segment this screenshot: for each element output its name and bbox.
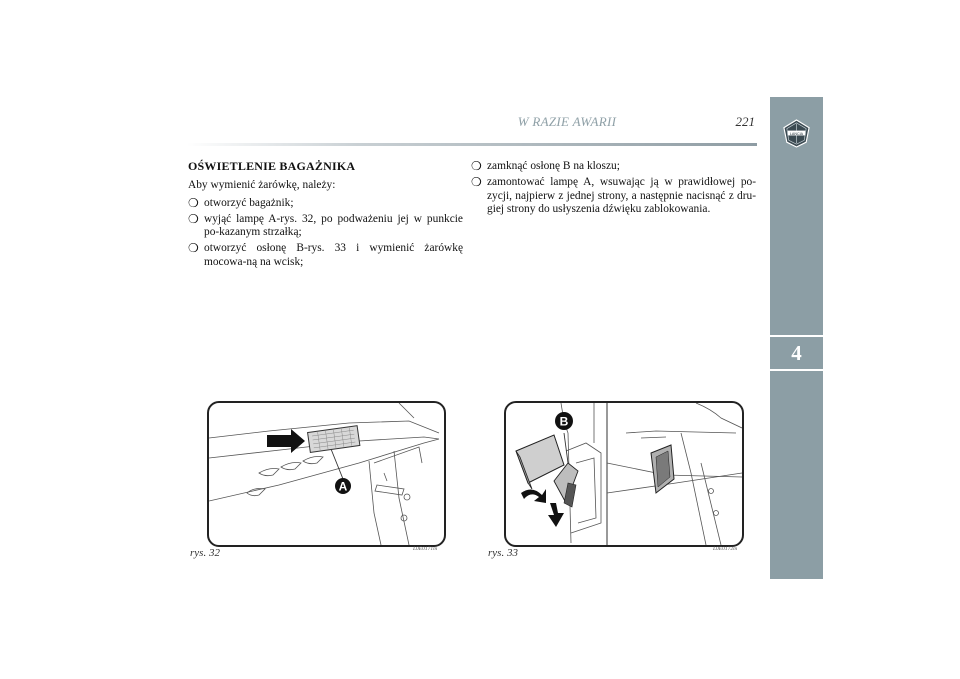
down-arrow-icon xyxy=(548,503,564,527)
logo-text: LANCIA xyxy=(789,131,804,136)
lancia-logo-icon xyxy=(782,119,811,148)
lamp-a xyxy=(308,426,360,453)
figure-32-illustration xyxy=(207,401,446,547)
bullet-icon: ❍ xyxy=(188,211,199,226)
header-rule xyxy=(187,143,757,146)
figure-33-code: L0E0172m xyxy=(713,546,738,552)
tab-divider-bottom xyxy=(770,369,823,371)
list-item-text: otworzyć bagażnik; xyxy=(204,196,294,209)
callout-b-label: B xyxy=(559,414,569,429)
figure-33-illustration xyxy=(504,401,744,547)
chapter-number: 4 xyxy=(791,341,802,365)
bullet-icon: ❍ xyxy=(471,159,482,173)
bullet-icon: ❍ xyxy=(188,241,199,256)
list-item-text: zamknąć osłonę B na kloszu; xyxy=(487,160,620,172)
section-title: W RAZIE AWARII xyxy=(517,114,617,129)
right-column xyxy=(471,160,756,219)
list-item xyxy=(188,213,463,240)
page-number: 221 xyxy=(735,114,755,129)
tab-divider-top xyxy=(770,335,823,337)
left-column xyxy=(188,160,463,272)
list-item xyxy=(188,242,463,269)
list-item xyxy=(471,160,756,173)
figure-32-code: L0E0171m xyxy=(413,546,438,552)
list-item-text: zamontować lampę A, wsuwając ją w prawidłowej po-zycji, najpierw z jednej strony, a następnie nacisnąć z dru-giej strony do usłyszenia dźwięku zablokowania. xyxy=(487,176,756,215)
list-item-text: otworzyć osłonę B-rys. 33 i wymienić żarówkę mocowa-ną na wcisk; xyxy=(204,242,463,268)
list-item xyxy=(188,197,463,210)
section-heading: OŚWIETLENIE BAGAŻNIKA xyxy=(188,159,356,173)
figure-33-caption: rys. 33 xyxy=(488,547,518,559)
bullet-icon: ❍ xyxy=(471,175,482,190)
bullet-icon: ❍ xyxy=(188,195,199,210)
list-item-text: wyjąć lampę A-rys. 32, po podważeniu jej w punkcie po-kazanym strzałką; xyxy=(204,212,463,239)
chapter-tab xyxy=(770,97,823,579)
callout-a-label: A xyxy=(338,479,348,494)
rotate-arrow-icon xyxy=(521,489,546,503)
figure-32-caption: rys. 32 xyxy=(190,547,220,559)
intro-text: Aby wymienić żarówkę, należy: xyxy=(188,179,336,192)
page-header xyxy=(187,114,757,144)
list-item xyxy=(471,176,756,216)
